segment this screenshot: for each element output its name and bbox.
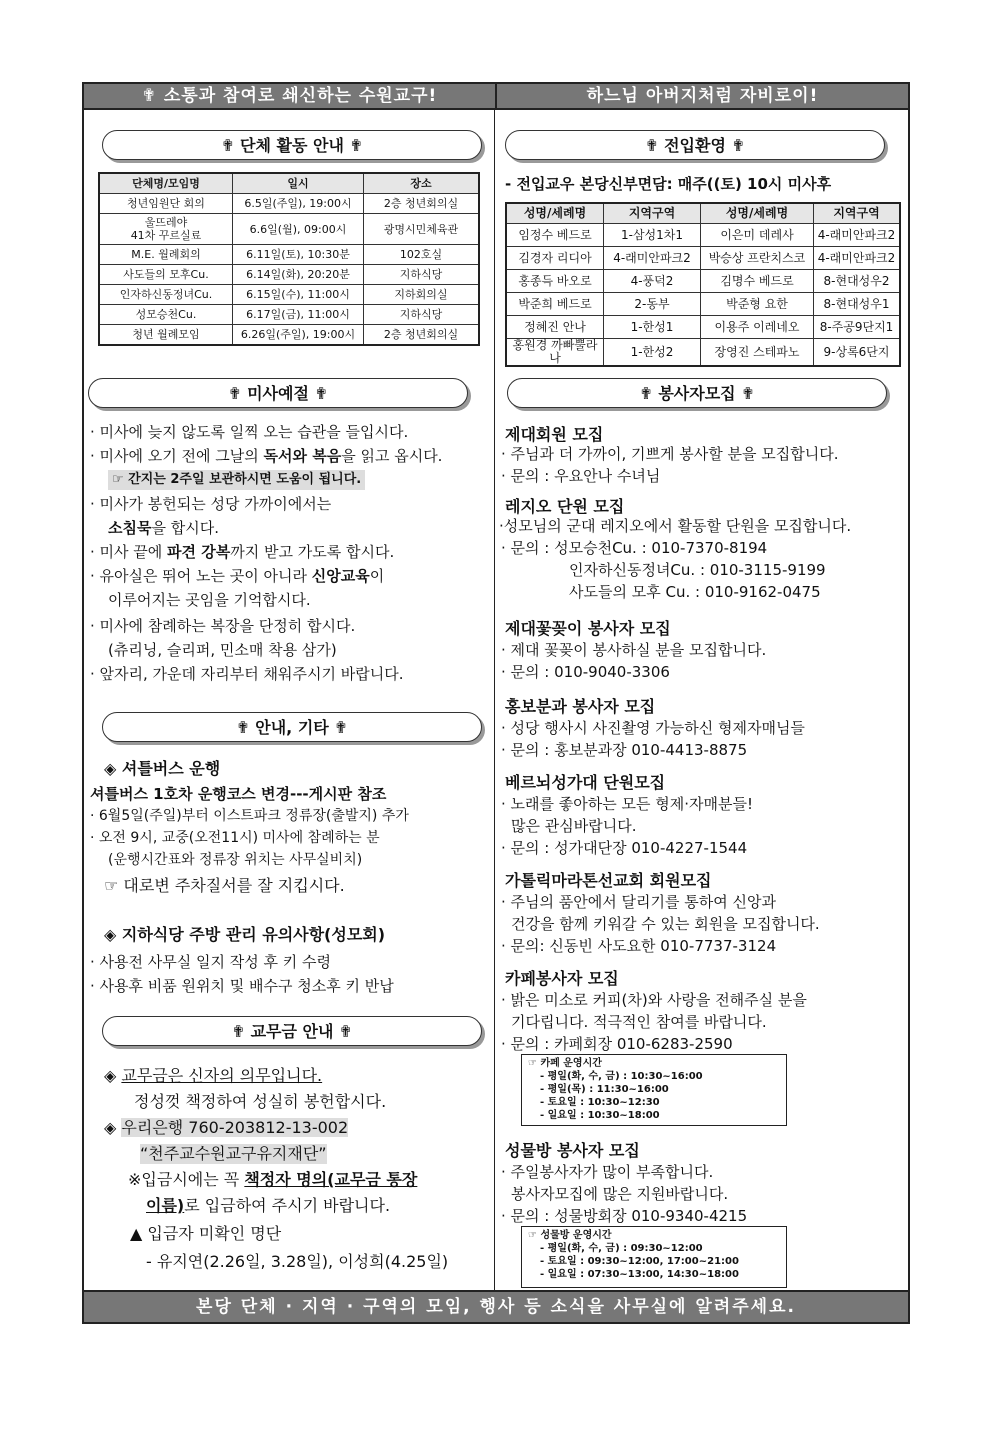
table-row [99, 285, 479, 305]
volunteer-section-title: ✟ 봉사자모집 ✟ [507, 378, 887, 408]
table-header: 지역구역 [604, 203, 701, 224]
box-line: - 평일(목) : 11:30~16:00 [540, 1084, 669, 1095]
header-right-slogan: 하느님 아버지처럼 자비로이! [586, 86, 819, 106]
volunteer-line: · 밝은 미소로 커피(차)와 사랑을 전해주실 분을 [501, 991, 807, 1009]
table-cell: 김명수 베드로 [701, 270, 814, 293]
table-cell: 지하식당 [364, 305, 480, 325]
bus-subtitle: 셔틀버스 1호차 운행코스 변경---게시판 참조 [90, 785, 387, 803]
table-cell: 장영진 스테파노 [701, 339, 814, 367]
header-bar [84, 84, 908, 110]
dues-line: 정성껏 책정하여 성실히 봉헌합시다. [134, 1092, 387, 1111]
table-cell: 6.17일(금), 11:00시 [233, 305, 364, 325]
mass-line [90, 446, 442, 466]
box-line: - 일요일 : 10:30~18:00 [540, 1110, 660, 1121]
table-cell: 2-동부 [604, 293, 701, 316]
diamond-icon: ◈ [104, 1118, 122, 1137]
cafe-hours-box [521, 1054, 787, 1126]
bus-title: 셔틀버스 운행 [121, 759, 221, 778]
box-line: - 평일(화, 수, 금) : 10:30~16:00 [540, 1071, 703, 1082]
table-cell: 4-래미안파크2 [814, 247, 901, 270]
bus-heading [104, 756, 220, 779]
box-line: - 평일(화, 수, 금) : 09:30~12:00 [540, 1243, 703, 1254]
table-cell: 박승상 프란치스코 [701, 247, 814, 270]
table-row [99, 245, 479, 265]
table-cell: 청년임원단 회의 [99, 194, 233, 214]
kitchen-title: 지하식당 주방 관리 유의사항(성모회) [121, 925, 386, 944]
table-cell: 임정수 베드로 [506, 224, 604, 247]
volunteer-title: 레지오 단원 모집 [505, 497, 625, 516]
table-header: 성명/세례명 [701, 203, 814, 224]
table-cell: 1-한성2 [604, 339, 701, 367]
text: · 미사 끝에 [90, 543, 168, 561]
dues-line [104, 1118, 348, 1138]
table-cell: 9-상록6단지 [814, 339, 901, 367]
bus-line: (운행시간표와 정류장 위치는 사무실비치) [108, 852, 363, 868]
volunteer-line: · 문의 : 홍보분과장 010-4413-8875 [501, 741, 748, 759]
welcome-note: - 전입교우 본당신부면담: 매주((토) 10시 미사후 [505, 175, 832, 193]
volunteer-line: · 문의 : 성가대단장 010-4227-1544 [501, 839, 748, 857]
column-divider [494, 110, 495, 1294]
table-header: 일시 [233, 173, 364, 194]
table-header-row [99, 173, 479, 194]
volunteer-line: · 주님의 품안에서 달리기를 통하여 신앙과 [501, 893, 776, 911]
mass-section-title: ✟ 미사예절 ✟ [88, 378, 468, 408]
table-cell: 이은미 데레사 [701, 224, 814, 247]
dues-line [146, 1196, 390, 1216]
table-cell: M.E. 월례회의 [99, 245, 233, 265]
table-row [506, 316, 900, 339]
welcome-table [505, 202, 901, 367]
table-cell: 2층 청년회의실 [364, 194, 480, 214]
table-cell: 8-현대성우2 [814, 270, 901, 293]
table-row [506, 224, 900, 247]
table-row [506, 247, 900, 270]
dues-line: ▲ 입금자 미확인 명단 [130, 1224, 282, 1243]
volunteer-line: 봉사자모집에 많은 지원바랍니다. [511, 1185, 729, 1203]
welcome-section-title: ✟ 전입환영 ✟ [505, 130, 885, 160]
diamond-icon: ◈ [104, 759, 122, 778]
text: 이 [369, 567, 385, 585]
table-cell: 2층 청년회의실 [364, 325, 480, 346]
table-cell: 4-래미안파크2 [814, 224, 901, 247]
table-cell: 4-래미안파크2 [604, 247, 701, 270]
table-cell: 청년 월례모임 [99, 325, 233, 346]
dues-line: - 유지연(2.26일, 3.28일), 이성희(4.25일) [146, 1252, 449, 1271]
volunteer-line: · 제대 꽃꽂이 봉사하실 분을 모집합니다. [501, 641, 767, 659]
dues-line [104, 1066, 322, 1086]
emphasis: 독서와 복음 [263, 447, 342, 465]
diamond-icon: ◈ [104, 1066, 122, 1085]
table-row [506, 339, 900, 367]
kitchen-heading [104, 922, 385, 945]
groups-table [98, 172, 480, 346]
box-line: ☞ 성물방 운영시간 [528, 1230, 612, 1241]
volunteer-title: 제대꽃꽂이 봉사자 모집 [505, 619, 671, 638]
emphasis: 이름) [146, 1196, 185, 1215]
dues-line [128, 1170, 417, 1190]
shop-hours-box [521, 1226, 787, 1288]
table-cell: 박준희 베드로 [506, 293, 604, 316]
bank-account: 우리은행 760-203812-13-002 [121, 1118, 349, 1137]
volunteer-title: 가톨릭마라톤선교회 회원모집 [505, 871, 712, 890]
table-cell: 6.15일(수), 11:00시 [233, 285, 364, 305]
volunteer-title: 홍보분과 봉사자 모집 [505, 697, 656, 716]
text: · 유아실은 뛰어 노는 곳이 아니라 [90, 567, 312, 585]
table-cell: 김경자 리디아 [506, 247, 604, 270]
text: · 미사에 오기 전에 그날의 [90, 447, 264, 465]
volunteer-line: · 노래를 좋아하는 모든 형제·자매분들! [501, 795, 753, 813]
volunteer-line: · 문의 : 010-9040-3306 [501, 663, 670, 681]
table-header-row [506, 203, 900, 224]
volunteer-line: ·성모님의 군대 레지오에서 활동할 단원을 모집합니다. [499, 517, 852, 535]
volunteer-line: 기다립니다. 적극적인 참여를 바랍니다. [511, 1013, 767, 1031]
table-cell: 6.11일(토), 10:30분 [233, 245, 364, 265]
volunteer-line: · 주님과 더 가까이, 기쁘게 봉사할 분을 모집합니다. [501, 445, 839, 463]
volunteer-title: 제대회원 모집 [505, 425, 604, 444]
box-line: - 토요일 : 10:30~12:30 [540, 1097, 660, 1108]
volunteer-line: 사도들의 모후 Cu. : 010-9162-0475 [569, 583, 821, 601]
text: ※입금시에는 꼭 [128, 1170, 245, 1189]
text: 까지 받고 가도록 합시다. [230, 543, 395, 561]
emphasis: 파견 강복 [167, 543, 231, 561]
table-cell: 4-풍덕2 [604, 270, 701, 293]
table-cell: 울뜨레야 41차 꾸르실료 [99, 214, 233, 245]
volunteer-line: · 주일봉사자가 많이 부족합니다. [501, 1163, 714, 1181]
table-row [99, 214, 479, 245]
footer-bar: 본당 단체 · 지역 · 구역의 모임, 행사 등 소식을 사무실에 알려주세요. [84, 1290, 908, 1322]
volunteer-line: · 성당 행사시 사진촬영 가능하신 형제자매님들 [501, 719, 805, 737]
mass-line: (츄리닝, 슬리퍼, 민소매 착용 삼가) [108, 641, 337, 659]
table-cell: 6.26일(주일), 19:00시 [233, 325, 364, 346]
kitchen-line: · 사용전 사무실 일지 작성 후 키 수령 [90, 953, 332, 971]
table-header: 장소 [364, 173, 480, 194]
volunteer-line: 건강을 함께 키워갈 수 있는 회원을 모집합니다. [511, 915, 820, 933]
table-cell: 8-주공9단지1 [814, 316, 901, 339]
volunteer-line: · 문의 : 성물방회장 010-9340-4215 [501, 1207, 748, 1225]
table-cell: 1-한성1 [604, 316, 701, 339]
table-cell: 박준형 요한 [701, 293, 814, 316]
bulletin-frame [82, 82, 910, 1324]
table-header: 성명/세례명 [506, 203, 604, 224]
box-line: ☞ 카페 운영시간 [528, 1058, 602, 1069]
table-row [99, 265, 479, 285]
box-line: - 일요일 : 07:30~13:00, 14:30~18:00 [540, 1269, 739, 1280]
emphasis: 신앙교육 [311, 567, 370, 585]
mass-line: · 미사에 늦지 않도록 일찍 오는 습관을 들입시다. [90, 423, 409, 441]
table-cell: 6.5일(주일), 19:00시 [233, 194, 364, 214]
header-left-slogan: ✟ 소통과 참여로 쇄신하는 수원교구! [84, 84, 497, 108]
volunteer-line: · 문의 : 카페회장 010-6283-2590 [501, 1035, 733, 1053]
kitchen-line: · 사용후 비품 원위치 및 배수구 청소후 키 반납 [90, 977, 394, 995]
table-header: 단체명/모임명 [99, 173, 233, 194]
table-cell: 홍종득 바오로 [506, 270, 604, 293]
volunteer-line: · 문의 : 우요안나 수녀님 [501, 467, 661, 485]
text: 을 읽고 옵시다. [341, 447, 443, 465]
box-line: - 토요일 : 09:30~12:00, 17:00~21:00 [540, 1256, 739, 1267]
table-cell: 6.14일(화), 20:20분 [233, 265, 364, 285]
mass-line [90, 566, 384, 586]
volunteer-line: · 문의: 신동빈 사도요한 010-7737-3124 [501, 937, 777, 955]
mass-line: · 앞자리, 가운데 자리부터 채워주시기 바랍니다. [90, 665, 404, 683]
mass-tip: ☞ 간지는 2주일 보관하시면 도움이 됩니다. [108, 470, 365, 490]
volunteer-line: 인자하신동정녀Cu. : 010-3115-9199 [569, 561, 826, 579]
table-cell: 정혜진 안나 [506, 316, 604, 339]
text: 을 합시다. [151, 519, 219, 537]
emphasis: 소침묵 [108, 519, 152, 537]
mass-line: · 미사에 참례하는 복장을 단정히 합시다. [90, 617, 356, 635]
parking-notice: ☞ 대로변 주차질서를 잘 지킵시다. [104, 876, 345, 895]
account-holder: “천주교수원교구유지재단” [140, 1144, 327, 1163]
table-cell: 8-현대성우1 [814, 293, 901, 316]
dues-section-title: ✟ 교무금 안내 ✟ [102, 1016, 482, 1046]
volunteer-title: 카페봉사자 모집 [505, 969, 619, 988]
mass-line: 이루어지는 곳임을 기억합시다. [108, 591, 311, 609]
table-cell: 102호실 [364, 245, 480, 265]
table-cell: 홍원경 까빠뿔라나 [506, 339, 604, 367]
table-row [99, 194, 479, 214]
diamond-icon: ◈ [104, 925, 122, 944]
bus-line: · 오전 9시, 교중(오전11시) 미사에 참례하는 분 [90, 830, 380, 846]
table-row [506, 293, 900, 316]
groups-section-title: ✟ 단체 활동 안내 ✟ [102, 130, 482, 160]
dues-duty: 교무금은 신자의 의무입니다. [121, 1066, 323, 1085]
volunteer-line: · 문의 : 성모승천Cu. : 010-7370-8194 [501, 539, 768, 557]
table-cell: 사도들의 모후Cu. [99, 265, 233, 285]
table-cell: 이용주 이레네오 [701, 316, 814, 339]
table-row [99, 325, 479, 346]
mass-line [90, 542, 394, 562]
table-cell: 1-삼성1차1 [604, 224, 701, 247]
table-row [506, 270, 900, 293]
table-cell: 지하식당 [364, 265, 480, 285]
mass-line [108, 518, 219, 538]
table-cell: 지하회의실 [364, 285, 480, 305]
bus-line: · 6월5일(주일)부터 이스트파크 정류장(출발지) 추가 [90, 808, 409, 824]
table-cell: 성모승천Cu. [99, 305, 233, 325]
notice-section-title: ✟ 안내, 기타 ✟ [102, 712, 482, 742]
mass-line: · 미사가 봉헌되는 성당 가까이에서는 [90, 495, 332, 513]
text: 로 입금하여 주시기 바랍니다. [184, 1196, 391, 1215]
table-header: 지역구역 [814, 203, 901, 224]
table-cell: 6.6일(월), 09:00시 [233, 214, 364, 245]
volunteer-title: 성물방 봉사자 모집 [505, 1141, 640, 1160]
table-cell: 인자하신동정녀Cu. [99, 285, 233, 305]
table-row [99, 305, 479, 325]
emphasis: 책정자 명의(교무금 통장 [244, 1170, 418, 1189]
volunteer-line: 많은 관심바랍니다. [511, 817, 637, 835]
volunteer-title: 베르뇌성가대 단원모집 [505, 773, 666, 792]
table-cell: 광명시민체육관 [364, 214, 480, 245]
